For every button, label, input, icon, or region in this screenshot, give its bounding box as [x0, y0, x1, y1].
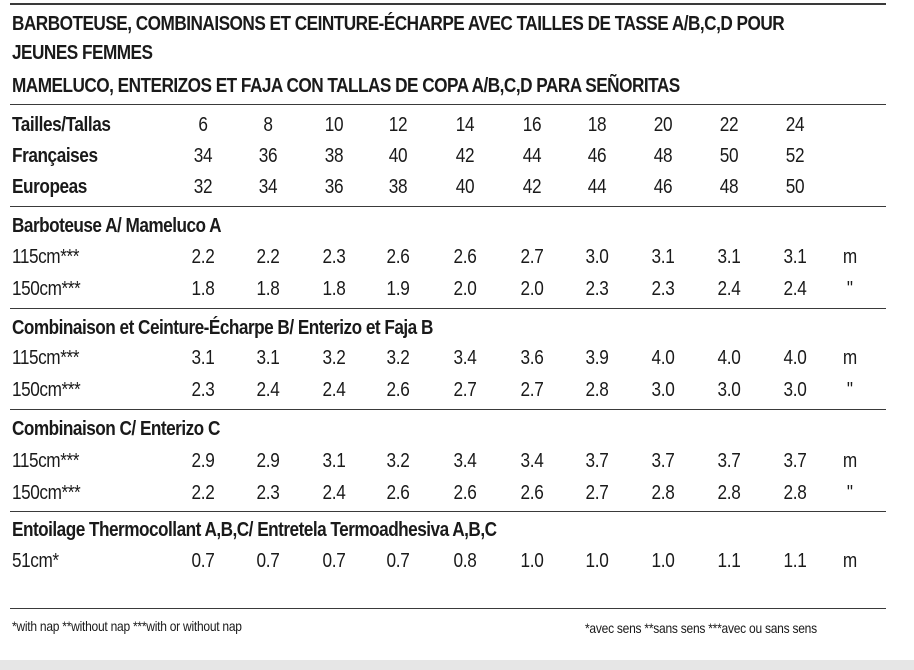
table-cell: 1.0: [651, 550, 675, 572]
table-cell: 18: [587, 114, 607, 136]
table-cell: 2.6: [386, 379, 410, 401]
table-cell: 12: [388, 114, 408, 136]
table-cell: 2.3: [651, 278, 675, 300]
table-cell: 2.6: [386, 482, 410, 504]
fabric-row: [12, 482, 888, 510]
section-title: Barboteuse A/ Mameluco A: [12, 215, 222, 237]
table-cell: 6: [198, 114, 208, 136]
table-cell: 2.7: [520, 379, 544, 401]
table-cell: 2.8: [783, 482, 807, 504]
unit-label: ": [846, 278, 854, 300]
fabric-row: [12, 550, 888, 578]
table-cell: 2.3: [256, 482, 280, 504]
table-cell: 3.0: [717, 379, 741, 401]
footnote-french: *avec sens **sans sens ***avec ou sans sens: [585, 620, 817, 636]
table-cell: 38: [324, 145, 344, 167]
table-cell: 40: [388, 145, 408, 167]
table-cell: 3.7: [585, 450, 609, 472]
table-cell: 4.0: [651, 347, 675, 369]
table-cell: 20: [653, 114, 673, 136]
row-label: Françaises: [12, 145, 98, 167]
table-cell: 36: [258, 145, 278, 167]
table-cell: 2.2: [256, 246, 280, 268]
table-cell: 1.1: [783, 550, 807, 572]
table-cell: 4.0: [783, 347, 807, 369]
table-cell: 8: [263, 114, 273, 136]
table-cell: 34: [193, 145, 213, 167]
row-label: 115cm***: [12, 246, 79, 268]
table-cell: 1.0: [520, 550, 544, 572]
table-cell: 0.8: [453, 550, 477, 572]
table-cell: 32: [193, 176, 213, 198]
top-rule: [10, 3, 886, 5]
table-cell: 3.0: [783, 379, 807, 401]
table-cell: 3.1: [322, 450, 346, 472]
section-title: Entoilage Thermocollant A,B,C/ Entretela Termoadhesiva A,B,C: [12, 519, 497, 541]
table-cell: 2.9: [256, 450, 280, 472]
fabric-row: [12, 246, 888, 274]
footnote-english: *with nap **without nap ***with or without nap: [12, 618, 242, 634]
table-cell: 2.3: [322, 246, 346, 268]
table-cell: 2.6: [453, 246, 477, 268]
rule-under-title: [10, 104, 886, 105]
table-cell: 2.2: [191, 246, 215, 268]
table-cell: 0.7: [256, 550, 280, 572]
unit-label: m: [842, 550, 858, 572]
table-cell: 3.0: [651, 379, 675, 401]
page-edge: [0, 660, 914, 670]
table-cell: 2.4: [322, 379, 346, 401]
table-cell: 2.6: [453, 482, 477, 504]
title-line-1: BARBOTEUSE, COMBINAISONS ET CEINTURE-ÉCHARPE AVEC TAILLES DE TASSE A/B,C,D POUR: [12, 13, 785, 35]
size-header-row: [12, 145, 888, 173]
unit-label: m: [842, 450, 858, 472]
table-cell: 2.3: [191, 379, 215, 401]
table-cell: 38: [388, 176, 408, 198]
table-cell: 3.7: [651, 450, 675, 472]
section-divider: [10, 409, 886, 410]
table-cell: 2.4: [783, 278, 807, 300]
table-cell: 1.8: [322, 278, 346, 300]
table-cell: 2.4: [322, 482, 346, 504]
table-cell: 2.6: [386, 246, 410, 268]
section-divider: [10, 511, 886, 512]
table-cell: 22: [719, 114, 739, 136]
table-cell: 2.7: [520, 246, 544, 268]
table-cell: 3.1: [651, 246, 675, 268]
table-cell: 3.2: [386, 347, 410, 369]
row-label: 150cm***: [12, 379, 81, 401]
table-cell: 2.6: [520, 482, 544, 504]
table-cell: 2.8: [651, 482, 675, 504]
row-label: 115cm***: [12, 347, 79, 369]
table-cell: 3.1: [256, 347, 280, 369]
table-cell: 16: [522, 114, 542, 136]
table-cell: 34: [258, 176, 278, 198]
table-cell: 3.7: [783, 450, 807, 472]
table-cell: 4.0: [717, 347, 741, 369]
row-label: 51cm*: [12, 550, 59, 572]
table-cell: 14: [455, 114, 475, 136]
table-cell: 50: [785, 176, 805, 198]
table-cell: 3.2: [322, 347, 346, 369]
table-cell: 40: [455, 176, 475, 198]
table-cell: 2.0: [453, 278, 477, 300]
table-cell: 1.8: [191, 278, 215, 300]
table-cell: 0.7: [322, 550, 346, 572]
table-cell: 2.4: [256, 379, 280, 401]
size-header-row: [12, 114, 888, 142]
row-label: 115cm***: [12, 450, 79, 472]
table-cell: 3.2: [386, 450, 410, 472]
row-label: Europeas: [12, 176, 87, 198]
table-cell: 1.9: [386, 278, 410, 300]
table-cell: 1.0: [585, 550, 609, 572]
table-cell: 52: [785, 145, 805, 167]
table-cell: 42: [455, 145, 475, 167]
row-label: 150cm***: [12, 278, 81, 300]
table-cell: 2.7: [453, 379, 477, 401]
table-cell: 3.9: [585, 347, 609, 369]
unit-label: m: [842, 347, 858, 369]
row-label: 150cm***: [12, 482, 81, 504]
table-cell: 2.4: [717, 278, 741, 300]
fabric-row: [12, 278, 888, 306]
row-label: Tailles/Tallas: [12, 114, 111, 136]
table-cell: 3.6: [520, 347, 544, 369]
unit-label: m: [842, 246, 858, 268]
table-cell: 10: [324, 114, 344, 136]
table-cell: 3.4: [453, 347, 477, 369]
table-cell: 48: [653, 145, 673, 167]
table-cell: 24: [785, 114, 805, 136]
table-cell: 3.0: [585, 246, 609, 268]
fabric-row: [12, 379, 888, 407]
table-cell: 2.0: [520, 278, 544, 300]
section-divider: [10, 308, 886, 309]
title-line-2: JEUNES FEMMES: [12, 42, 153, 64]
table-cell: 3.4: [520, 450, 544, 472]
table-cell: 46: [587, 145, 607, 167]
section-title: Combinaison et Ceinture-Écharpe B/ Enterizo et Faja B: [12, 317, 433, 339]
rule-above-footnotes: [10, 608, 886, 609]
title-line-3: MAMELUCO, ENTERIZOS ET FAJA CON TALLAS DE COPA A/B,C,D PARA SEÑORITAS: [12, 75, 680, 97]
fabric-row: [12, 450, 888, 478]
size-header-row: [12, 176, 888, 204]
table-cell: 36: [324, 176, 344, 198]
table-cell: 2.3: [585, 278, 609, 300]
table-cell: 3.1: [783, 246, 807, 268]
table-cell: 50: [719, 145, 739, 167]
table-cell: 0.7: [386, 550, 410, 572]
unit-label: ": [846, 482, 854, 504]
table-cell: 0.7: [191, 550, 215, 572]
section-title: Combinaison C/ Enterizo C: [12, 418, 220, 440]
table-cell: 2.9: [191, 450, 215, 472]
unit-label: ": [846, 379, 854, 401]
table-cell: 3.7: [717, 450, 741, 472]
table-cell: 48: [719, 176, 739, 198]
table-cell: 46: [653, 176, 673, 198]
table-cell: 2.2: [191, 482, 215, 504]
table-cell: 2.7: [585, 482, 609, 504]
table-cell: 3.4: [453, 450, 477, 472]
table-cell: 44: [522, 145, 542, 167]
table-cell: 1.8: [256, 278, 280, 300]
table-cell: 2.8: [717, 482, 741, 504]
table-cell: 1.1: [717, 550, 741, 572]
section-divider: [10, 206, 886, 207]
table-cell: 2.8: [585, 379, 609, 401]
table-cell: 42: [522, 176, 542, 198]
fabric-row: [12, 347, 888, 375]
table-cell: 3.1: [191, 347, 215, 369]
table-cell: 3.1: [717, 246, 741, 268]
table-cell: 44: [587, 176, 607, 198]
